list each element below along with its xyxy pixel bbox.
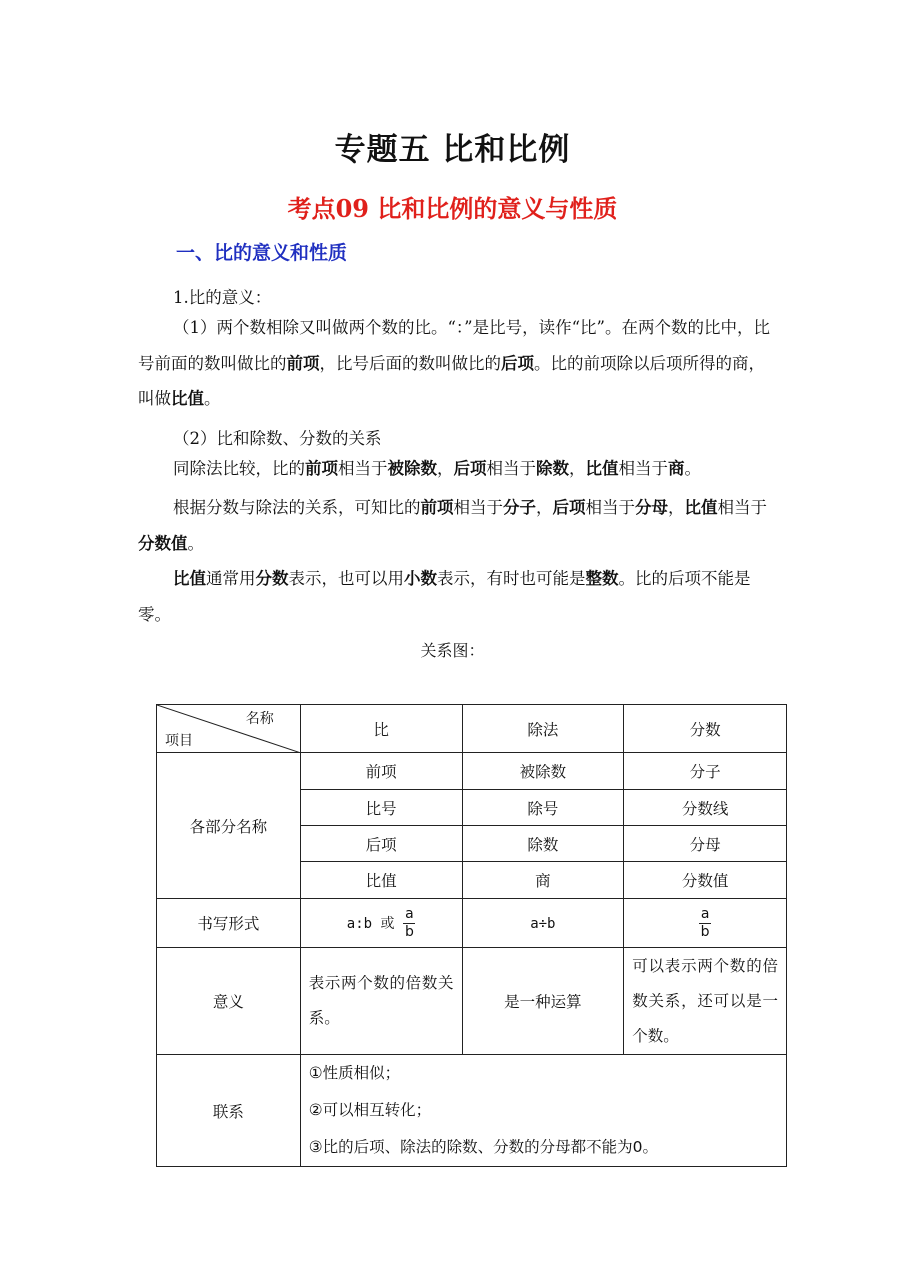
paragraph-division-compare: 同除法比较，比的前项相当于被除数，后项相当于除数，比值相当于商。 xyxy=(173,459,701,478)
item-heading: 1.比的意义： xyxy=(173,288,272,307)
writing-fraction-cell xyxy=(624,899,787,948)
division-notation: a÷b xyxy=(530,916,556,932)
table-cell: 比值 xyxy=(300,862,462,899)
fraction-notation xyxy=(699,906,711,941)
table-cell: 除数 xyxy=(462,826,624,862)
table-cell: 商 xyxy=(462,862,624,899)
page-title: 专题五 比和比例 xyxy=(334,132,571,168)
table-cell: 分数值 xyxy=(624,862,787,899)
table-row xyxy=(157,753,787,790)
paragraph-relation-heading: （2）比和除数、分数的关系 xyxy=(173,429,382,448)
row-label-writing: 书写形式 xyxy=(157,899,301,948)
fraction-numerator: a xyxy=(700,905,710,922)
fraction-denominator: b xyxy=(404,923,414,940)
table-header-row xyxy=(157,705,787,753)
diagonal-header-cell xyxy=(157,705,301,753)
section-heading: 一、比的意义和性质 xyxy=(176,242,348,264)
list-item: ②可以相互转化； xyxy=(308,1101,432,1119)
paragraph-fraction-compare: 根据分数与除法的关系，可知比的前项相当于分子，后项相当于分母，比值相当于分数值。 xyxy=(138,498,767,553)
table-cell: 被除数 xyxy=(462,753,624,790)
table-cell: 比号 xyxy=(300,790,462,826)
paragraph-definition: （1）两个数相除又叫做两个数的比。“：”是比号，读作“比”。在两个数的比中，比号前面的数叫做比的前项，比号后面的数叫做比的后项。比的前项除以后项所得的商，叫做比值。 xyxy=(138,318,770,408)
table-cell: 是一种运算 xyxy=(462,948,624,1055)
table-cell: 除号 xyxy=(462,790,624,826)
link-list-cell xyxy=(300,1055,786,1167)
diagram-caption: 关系图： xyxy=(420,641,485,660)
table-cell: 前项 xyxy=(300,753,462,790)
row-label-meaning: 意义 xyxy=(157,948,301,1055)
corner-item-label: 项目 xyxy=(165,733,193,749)
writing-division-cell xyxy=(462,899,624,948)
table-row xyxy=(157,1055,787,1167)
table-cell: 分子 xyxy=(624,753,787,790)
topic-subtitle: 考点09 比和比例的意义与性质 xyxy=(287,194,618,223)
corner-name-label: 名称 xyxy=(245,711,274,727)
table-cell: 分母 xyxy=(624,826,787,862)
table-row xyxy=(157,899,787,948)
column-header: 除法 xyxy=(462,705,624,753)
fraction-numerator: a xyxy=(405,905,414,922)
column-header: 比 xyxy=(300,705,462,753)
row-label-link: 联系 xyxy=(157,1055,301,1167)
row-label-parts: 各部分名称 xyxy=(157,753,301,899)
writing-ratio-cell xyxy=(300,899,462,948)
fraction-notation xyxy=(403,906,415,941)
table-cell: 分数线 xyxy=(624,790,787,826)
table-cell: 可以表示两个数的倍数关系，还可以是一个数。 xyxy=(624,948,787,1055)
paragraph-ratio-value: 比值通常用分数表示，也可以用小数表示，有时也可能是整数。比的后项不能是零。 xyxy=(138,569,751,624)
table-row xyxy=(157,948,787,1055)
list-item: ③比的后项、除法的除数、分数的分母都不能为0。 xyxy=(308,1138,658,1156)
table-cell: 后项 xyxy=(300,826,462,862)
relation-table xyxy=(156,704,787,1167)
fraction-denominator: b xyxy=(700,923,710,940)
table-cell: 表示两个数的倍数关系。 xyxy=(300,948,462,1055)
ratio-notation: a:b 或 xyxy=(346,915,395,932)
column-header: 分数 xyxy=(624,705,787,753)
list-item: ①性质相似； xyxy=(308,1064,401,1082)
